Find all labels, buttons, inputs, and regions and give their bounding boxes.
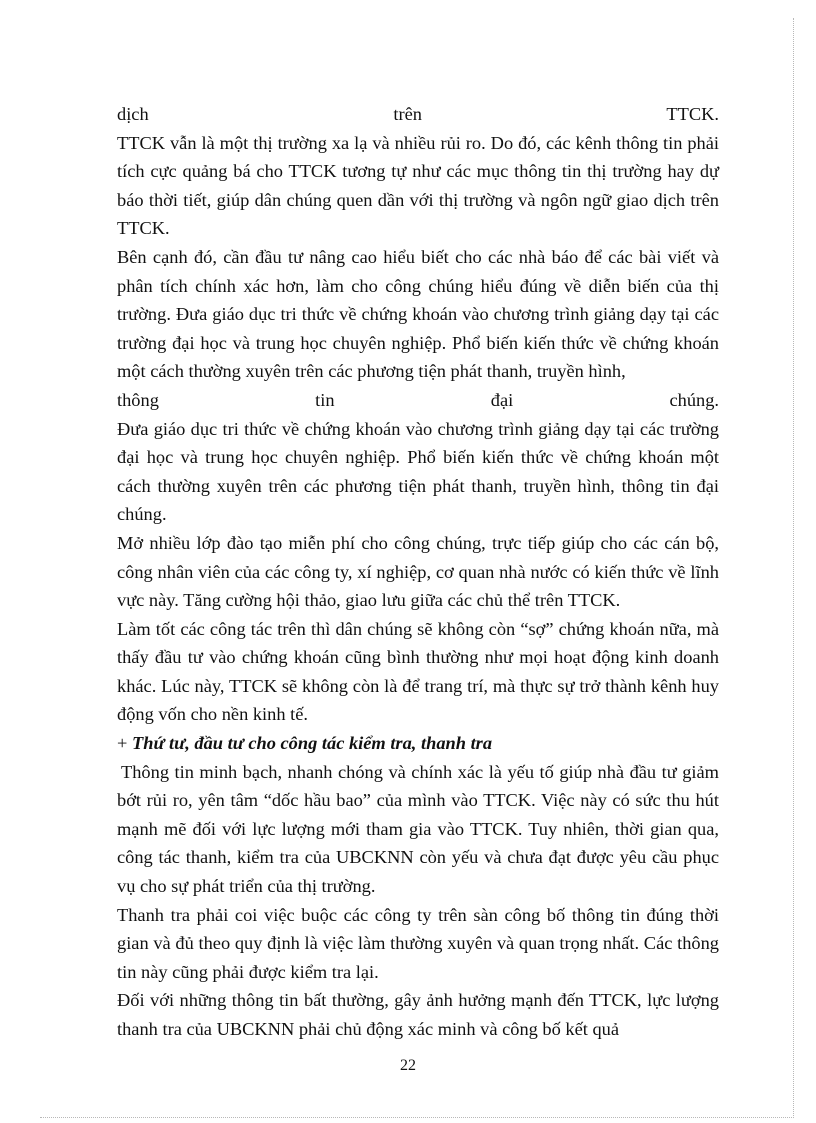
paragraph-last-line: thông tin đại chúng. — [117, 389, 719, 410]
paragraph: Bên cạnh đó, cần đầu tư nâng cao hiểu biết cho các nhà báo để các bài viết và phân tích chính xác hơn, làm cho công chúng hiểu đúng về diễn biến của thị trường. Đưa giáo dục tri thức về chứng khoán vào chương trình giảng dạy tại các trường đại học và trung học chuyên nghiệp. Phổ biến kiến thức về chứng khoán một cách thường xuyên trên các phương tiện phát thanh, truyền hình, — [117, 246, 719, 382]
document-body — [117, 100, 719, 1044]
paragraph-continuation: dịch trên TTCK. — [117, 104, 719, 124]
paragraph: Mở nhiều lớp đào tạo miễn phí cho công chúng, trực tiếp giúp cho các cán bộ, công nhân viên của các công ty, xí nghiệp, cơ quan nhà nước có kiến thức về lĩnh vực này. Tăng cường hội thảo, giao lưu giữa các chủ thể trên TTCK. — [117, 532, 719, 611]
heading-text: Thứ tư, đầu tư cho công tác kiểm tra, thanh tra — [131, 733, 493, 754]
section-heading — [117, 729, 719, 758]
paragraph: Thanh tra phải coi việc buộc các công ty trên sàn công bố thông tin đúng thời gian và đủ theo quy định là việc làm thường xuyên và quan trọng nhất. Các thông tin này cũng phải được kiểm tra lại. — [117, 904, 719, 982]
paragraph: Đưa giáo dục tri thức về chứng khoán vào chương trình giảng dạy tại các trường đại học và trung học chuyên nghiệp. Phổ biến kiến thức về chứng khoán một cách thường xuyên trên các phương tiện phát thanh, truyền hình, thông tin đại chúng. — [117, 418, 719, 525]
paragraph: TTCK vẫn là một thị trường xa lạ và nhiều rủi ro. Do đó, các kênh thông tin phải tích cực quảng bá cho TTCK tương tự như các mục thông tin thị trường hay dự báo thời tiết, giúp dân chúng quen dần với thị trường và ngôn ngữ giao dịch trên TTCK. — [117, 132, 719, 239]
paragraph: Thông tin minh bạch, nhanh chóng và chính xác là yếu tố giúp nhà đầu tư giảm bớt rủi ro, yên tâm “dốc hầu bao” của mình vào TTCK. Việc này có sức thu hút mạnh mẽ đối với lực lượng mới tham gia vào TTCK. Tuy nhiên, thời gian qua, công tác thanh, kiểm tra của UBCKNN còn yếu và chưa đạt được yêu cầu phục vụ cho sự phát triển của thị trường. — [117, 761, 719, 897]
paragraph: Đối với những thông tin bất thường, gây ảnh hưởng mạnh đến TTCK, lực lượng thanh tra của UBCKNN phải chủ động xác minh và công bố kết quả — [117, 990, 719, 1039]
page-number: 22 — [400, 1057, 416, 1074]
heading-prefix: + — [117, 733, 132, 754]
paragraph: Làm tốt các công tác trên thì dân chúng sẽ không còn “sợ” chứng khoán nữa, mà thấy đầu tư vào chứng khoán cũng bình thường như mọi hoạt động kinh doanh khác. Lúc này, TTCK sẽ không còn là để trang trí, mà thực sự trở thành kênh huy động vốn cho nền kinh tế. — [117, 618, 719, 725]
